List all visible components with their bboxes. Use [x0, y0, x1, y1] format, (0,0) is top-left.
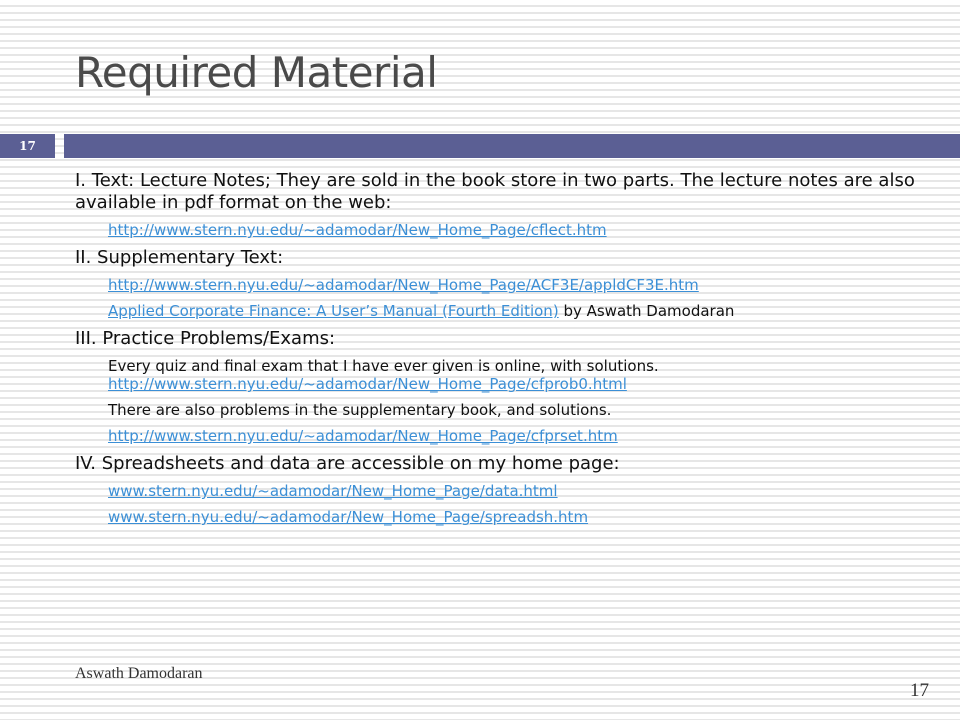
practice-intro-item: [108, 357, 935, 393]
title-divider-bar: [64, 134, 960, 158]
supplementary-link-item: [108, 276, 935, 294]
book-author-text: by Aswath Damodaran: [558, 302, 735, 320]
cflect-link[interactable]: http://www.stern.nyu.edu/~adamodar/New_Home_Page/cflect.htm: [108, 221, 607, 239]
slide-content: [75, 170, 935, 534]
cfprob0-link[interactable]: http://www.stern.nyu.edu/~adamodar/New_Home_Page/cfprob0.html: [108, 375, 627, 393]
data-html-link[interactable]: www.stern.nyu.edu/~adamodar/New_Home_Page/data.html: [108, 482, 558, 500]
book-title-link[interactable]: Applied Corporate Finance: A User’s Manual (Fourth Edition): [108, 302, 559, 320]
appldcf3e-link[interactable]: http://www.stern.nyu.edu/~adamodar/New_Home_Page/ACF3E/appldCF3E.htm: [108, 276, 699, 294]
spreadsh-link[interactable]: www.stern.nyu.edu/~adamodar/New_Home_Page/spreadsh.htm: [108, 508, 589, 526]
footer-page-number: 17: [910, 680, 929, 701]
practice-link-item: [108, 427, 935, 445]
supplementary-book-item: [108, 302, 935, 320]
spreadsheets-link-item-data: [108, 482, 935, 500]
footer-author: Aswath Damodaran: [75, 665, 203, 682]
spreadsheets-link-item-spreadsh: [108, 508, 935, 526]
slide-number-badge: [0, 134, 55, 158]
text-heading: I. Text: Lecture Notes; They are sold in the book store in two parts. The lecture notes are also available in pdf format on the web:: [75, 170, 915, 213]
supplementary-heading: II. Supplementary Text:: [75, 247, 284, 268]
spreadsheets-heading: IV. Spreadsheets and data are accessible on my home page:: [75, 453, 620, 474]
slide-title: Required Material: [75, 48, 438, 97]
cfprset-link[interactable]: http://www.stern.nyu.edu/~adamodar/New_Home_Page/cfprset.htm: [108, 427, 618, 445]
practice-heading: III. Practice Problems/Exams:: [75, 328, 336, 349]
practice-note-item: There are also problems in the supplementary book, and solutions.: [108, 401, 612, 419]
text-link-item: [108, 221, 935, 239]
practice-intro-text: Every quiz and final exam that I have ever given is online, with solutions.: [108, 357, 659, 375]
slide-number-badge-text: 17: [19, 139, 36, 153]
